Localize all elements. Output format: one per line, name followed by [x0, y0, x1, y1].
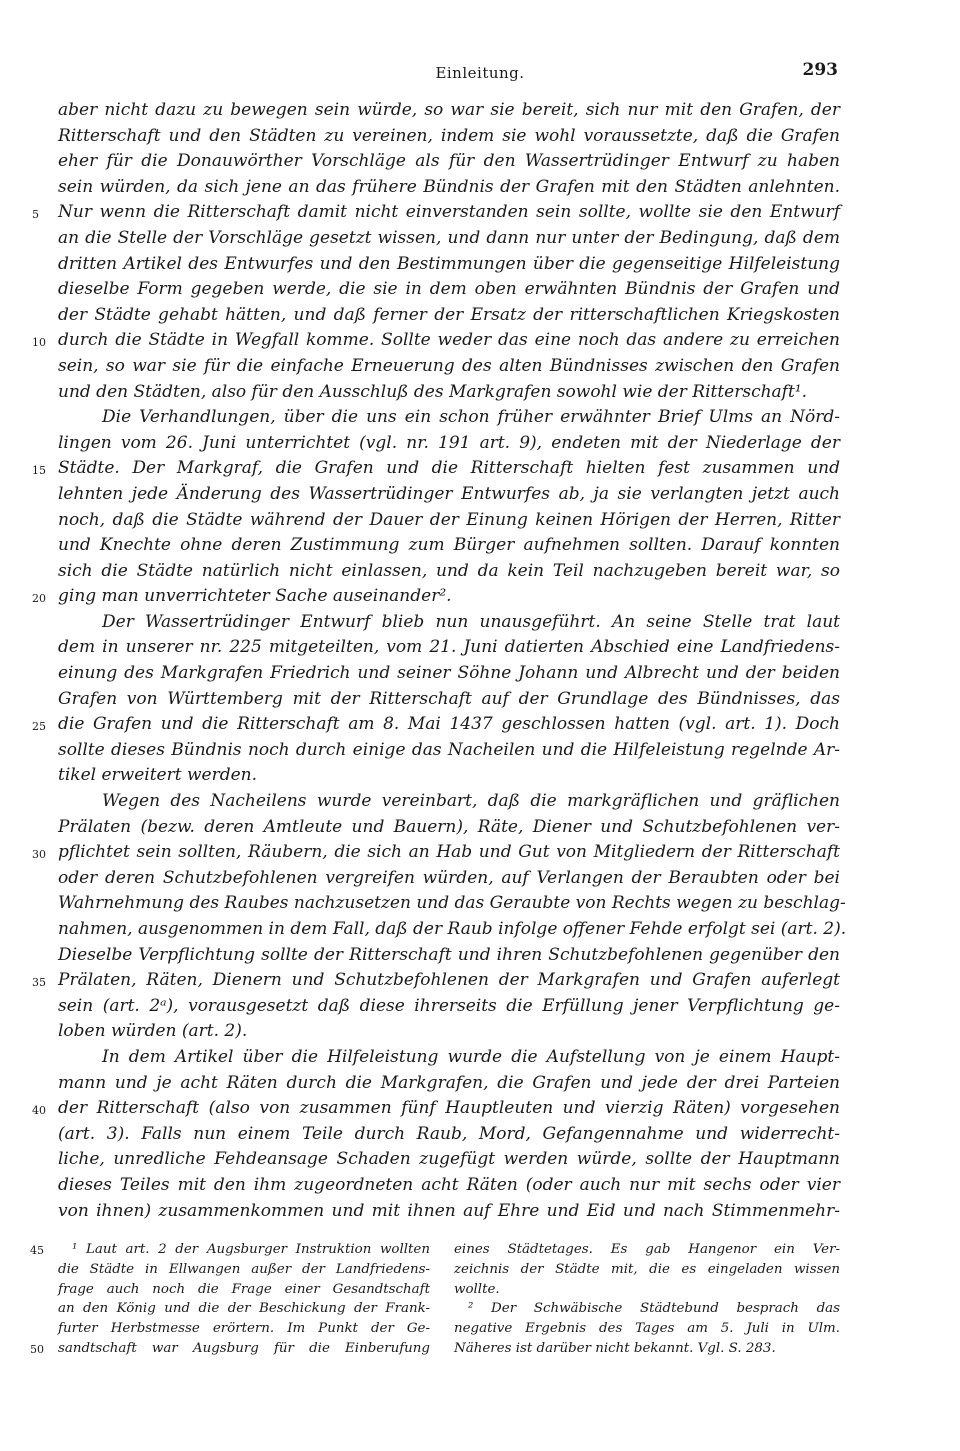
line-text: von ihnen) zusammenkommen und mit ihnen auf Ehre und Eid und nach Stimmenmehr- [58, 1200, 840, 1221]
text-line [58, 891, 846, 917]
text-line [58, 559, 840, 585]
text-line [58, 252, 840, 278]
line-number: 30 [32, 848, 46, 862]
footnote-line [58, 1280, 430, 1300]
text-line [58, 815, 840, 841]
line-number: 35 [32, 976, 46, 990]
line-number: 40 [32, 1104, 46, 1118]
line-text: dritten Artikel des Entwurfes und den Bestimmungen über die gegenseitige Hilfeleistung [58, 253, 840, 274]
text-line [58, 405, 840, 431]
line-number: 45 [30, 1244, 44, 1257]
line-text: oder deren Schutzbefohlenen vergreifen würden, auf Verlangen der Beraubten oder bei [58, 867, 840, 888]
text-line [58, 226, 840, 252]
text-line [58, 98, 840, 124]
line-text: loben würden (art. 2). [58, 1021, 248, 1042]
text-line [58, 508, 840, 534]
footnotes-right-column [454, 1240, 840, 1359]
text-line [32, 712, 840, 738]
line-number: 5 [32, 208, 39, 222]
text-line [58, 610, 840, 636]
running-title: Einleitung. [435, 64, 525, 82]
line-text: Dieselbe Verpflichtung sollte der Ritterschaft und ihren Schutzbefohlenen gegenüber den [58, 944, 840, 965]
text-line [32, 840, 840, 866]
line-text: Nur wenn die Ritterschaft damit nicht einverstanden sein sollte, wollte sie den Entwurf [58, 202, 840, 223]
body-text [32, 98, 847, 1224]
line-text: die Grafen und die Ritterschaft am 8. Mai 1437 geschlossen hatten (vgl. art. 1). Doch [58, 714, 840, 735]
line-text: und den Städten, also für den Ausschluß des Markgrafen sowohl wie der Ritterschaft¹. [58, 381, 808, 402]
footnote-line [454, 1280, 840, 1300]
text-line [58, 1122, 840, 1148]
text-line [58, 1173, 840, 1199]
line-text: liche, unredliche Fehdeansage Schaden zugefügt werden würde, sollte der Hauptmann [58, 1149, 840, 1170]
line-text: Städte. Der Markgraf, die Grafen und die Ritterschaft hielten fest zusammen und [58, 458, 840, 479]
line-text: der Städte gehabt hätten, und daß ferner der Ersatz der ritterschaftlichen Kriegskosten [58, 304, 840, 325]
line-text: dieselbe Form gegeben werde, die sie in dem oben erwähnten Bündnis der Grafen und [58, 279, 840, 300]
text-line [58, 1199, 840, 1225]
text-line [58, 1019, 840, 1045]
line-text: ² Der Schwäbische Städtebund besprach das [468, 1301, 840, 1317]
text-line [58, 482, 840, 508]
text-line [58, 1071, 840, 1097]
line-text: In dem Artikel über die Hilfeleistung wurde die Aufstellung von je einem Haupt- [102, 1046, 840, 1067]
line-text: Wahrnehmung des Raubes nachzusetzen und das Geraubte von Rechts wegen zu beschlag- [58, 893, 846, 914]
line-text: Grafen von Württemberg mit der Ritterschaft auf der Grundlage des Bündnisses, das [58, 688, 840, 709]
line-text: frage auch noch die Frage einer Gesandtschaft [58, 1281, 430, 1297]
line-text: sandtschaft war Augsburg für die Einberufung [58, 1340, 430, 1356]
line-text: Der Wassertrüdinger Entwurf blieb nun unausgeführt. An seine Stelle trat laut [102, 611, 840, 632]
line-text: nahmen, ausgenommen in dem Fall, daß der Raub infolge offener Fehde erfolgt sei (art. 2). [58, 919, 847, 939]
text-line [58, 380, 840, 406]
footnote-line [58, 1319, 430, 1339]
text-line [32, 456, 840, 482]
line-text: sich die Städte natürlich nicht einlassen, und da kein Teil nachzugeben bereit war, so [58, 560, 840, 581]
line-text: an die Stelle der Vorschläge gesetzt wissen, und dann nur unter der Bedingung, daß dem [58, 227, 840, 248]
footnote-line [454, 1240, 840, 1260]
line-text: pflichtet sein sollten, Räubern, die sich an Hab und Gut von Mitgliedern der Ritterschaft [58, 842, 840, 863]
text-line [32, 584, 840, 610]
text-line [32, 200, 840, 226]
line-text: dem in unserer nr. 225 mitgeteilten, vom 21. Juni datierten Abschied eine Landfriedens- [58, 637, 840, 658]
line-text: sollte dieses Bündnis noch durch einige das Nacheilen und die Hilfeleistung regelnde Ar- [58, 739, 840, 760]
footnote-line [454, 1319, 840, 1339]
line-number: 25 [32, 720, 46, 734]
text-line [32, 968, 840, 994]
line-text: der Ritterschaft (also von zusammen fünf Hauptleuten und vierzig Räten) vorgesehen [58, 1098, 840, 1119]
text-line [58, 149, 840, 175]
text-line [58, 277, 840, 303]
footnote-line [30, 1240, 430, 1260]
line-text: wollte. [454, 1281, 500, 1297]
text-line [58, 866, 840, 892]
footnote-line [30, 1339, 430, 1359]
line-text: tikel erweitert werden. [58, 765, 257, 786]
footnote-line [58, 1299, 430, 1319]
footnote-line [454, 1339, 840, 1359]
line-text: mann und je acht Räten durch die Markgrafen, die Grafen und jede der drei Parteien [58, 1072, 840, 1093]
line-text: sein würden, da sich jene an das frühere Bündnis der Grafen mit den Städten anlehnten. [58, 176, 840, 197]
footnote-line [58, 1260, 430, 1280]
line-text: Die Verhandlungen, über die uns ein schon früher erwähnter Brief Ulms an Nörd- [102, 407, 840, 428]
line-text: Ritterschaft und den Städten zu vereinen, indem sie wohl voraussetzte, daß die Grafen [58, 125, 840, 146]
line-text: furter Herbstmesse erörtern. Im Punkt der Ge- [58, 1321, 430, 1337]
line-text: (art. 3). Falls nun einem Teile durch Raub, Mord, Gefangennahme und widerrecht- [58, 1123, 840, 1144]
text-line [58, 994, 840, 1020]
text-line [58, 943, 840, 969]
line-text: noch, daß die Städte während der Dauer der Einung keinen Hörigen der Herren, Ritter [58, 509, 840, 530]
footnote-line [454, 1260, 840, 1280]
line-text: ging man unverrichteter Sache auseinander². [58, 586, 452, 607]
text-line [32, 328, 840, 354]
line-text: aber nicht dazu zu bewegen sein würde, so war sie bereit, sich nur mit den Grafen, der [58, 100, 840, 120]
line-text: eher für die Donauwörther Vorschläge als für den Wassertrüdinger Entwurf zu haben [58, 151, 840, 172]
text-line [58, 738, 840, 764]
footnotes-left-column [30, 1240, 430, 1359]
line-number: 10 [32, 336, 46, 350]
line-text: die Städte in Ellwangen außer der Landfriedens- [58, 1261, 430, 1277]
text-line [58, 124, 840, 150]
line-text: eines Städtetages. Es gab Hangenor ein Ver- [454, 1242, 840, 1257]
text-line [58, 1147, 840, 1173]
line-text: Näheres ist darüber nicht bekannt. Vgl. S. 283. [454, 1340, 776, 1356]
line-text: zeichnis der Städte mit, die es eingeladen wissen [454, 1261, 840, 1277]
line-text: lingen vom 26. Juni unterrichtet (vgl. nr. 191 art. 9), endeten mit der Niederlage der [58, 432, 840, 453]
line-text: ¹ Laut art. 2 der Augsburger Instruktion wollten [72, 1242, 430, 1257]
text-line [58, 303, 840, 329]
line-text: negative Ergebnis des Tages am 5. Juli in Ulm. [454, 1321, 840, 1337]
text-line [58, 917, 847, 943]
text-line [58, 431, 840, 457]
page-number: 293 [802, 60, 838, 80]
line-text: sein (art. 2ᵃ), vorausgesetzt daß diese ihrerseits die Erfüllung jener Verpflichtung ge- [58, 995, 840, 1016]
footnote-line [454, 1299, 840, 1319]
line-text: durch die Städte in Wegfall komme. Sollte weder das eine noch das andere zu erreichen [58, 330, 840, 351]
line-text: Wegen des Nacheilens wurde vereinbart, daß die markgräflichen und gräflichen [102, 791, 840, 812]
text-line [58, 1045, 840, 1071]
line-text: sein, so war sie für die einfache Erneuerung des alten Bündnisses zwischen den Grafen [58, 355, 840, 376]
line-number: 20 [32, 592, 46, 606]
line-number: 50 [30, 1342, 44, 1356]
text-line [58, 175, 840, 201]
line-text: einung des Markgrafen Friedrich und seiner Söhne Johann und Albrecht und der beiden [58, 663, 840, 684]
text-line [58, 533, 840, 559]
line-text: Prälaten (bezw. deren Amtleute und Bauern), Räte, Diener und Schutzbefohlenen ver- [58, 816, 840, 837]
line-text: und Knechte ohne deren Zustimmung zum Bürger aufnehmen sollten. Darauf konnten [58, 535, 840, 556]
line-text: an den König und die der Beschickung der Frank- [58, 1301, 430, 1317]
text-line [58, 354, 840, 380]
line-text: Prälaten, Räten, Dienern und Schutzbefohlenen der Markgrafen und Grafen auferlegt [58, 970, 840, 991]
text-line [32, 1096, 840, 1122]
line-text: lehnten jede Änderung des Wassertrüdinger Entwurfes ab, ja sie verlangten jetzt auch [58, 483, 840, 504]
text-line [58, 763, 840, 789]
text-line [58, 687, 840, 713]
text-line [58, 789, 840, 815]
line-text: dieses Teiles mit den ihm zugeordneten acht Räten (oder auch nur mit sechs oder vier [58, 1174, 840, 1195]
text-line [58, 635, 840, 661]
line-number: 15 [32, 464, 46, 478]
text-line [58, 661, 840, 687]
